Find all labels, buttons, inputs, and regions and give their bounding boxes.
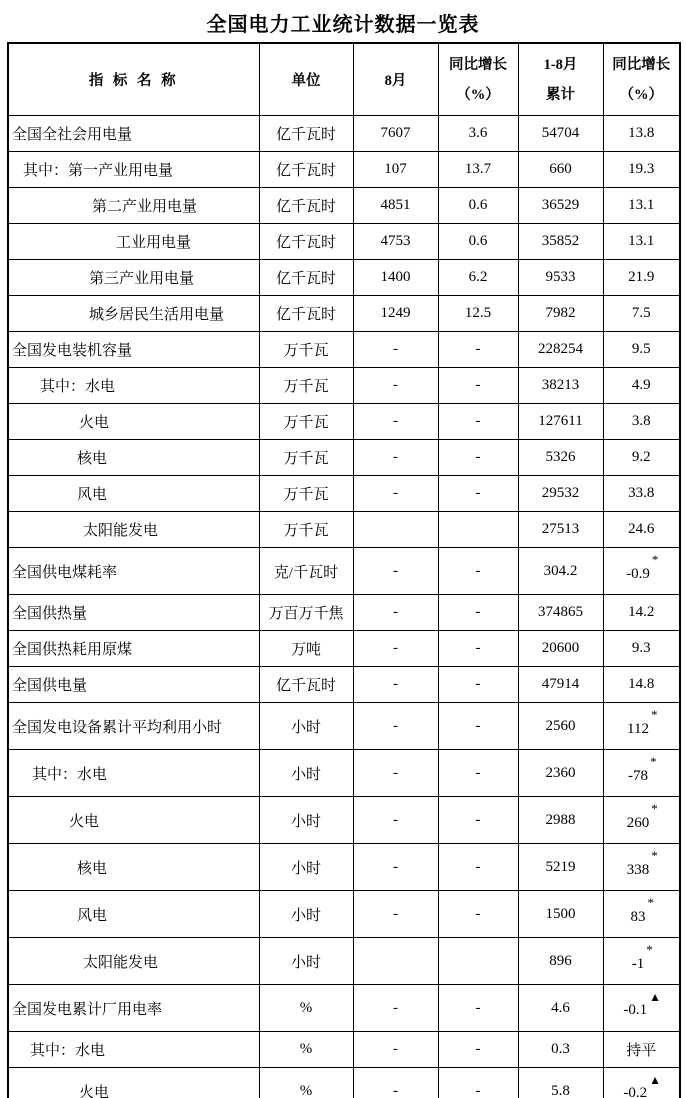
indicator-name-cell: 全国发电设备累计平均利用小时 xyxy=(8,703,259,750)
aug-yoy-cell: - xyxy=(438,985,518,1032)
asterisk-marker: * xyxy=(650,753,657,769)
aug-value-cell: - xyxy=(353,595,438,631)
cum-yoy-value: 13.8 xyxy=(628,125,655,141)
unit-cell: 亿千瓦时 xyxy=(259,260,353,296)
aug-yoy-cell xyxy=(438,512,518,548)
cum-yoy-cell xyxy=(603,891,680,938)
cum-yoy-cell xyxy=(603,703,680,750)
unit-cell: % xyxy=(259,985,353,1032)
cum-yoy-value: -0.1 xyxy=(623,1002,648,1018)
cum-yoy-cell xyxy=(603,631,680,667)
asterisk-marker: * xyxy=(646,941,653,957)
aug-yoy-cell: - xyxy=(438,750,518,797)
indicator-name-cell: 城乡居民生活用电量 xyxy=(8,296,259,332)
aug-value-cell: - xyxy=(353,891,438,938)
indicator-name-cell: 第三产业用电量 xyxy=(8,260,259,296)
cum-yoy-cell xyxy=(603,1032,680,1068)
aug-value-cell: 4851 xyxy=(353,188,438,224)
header-august: 8月 xyxy=(353,43,438,116)
cum-yoy-value: -78 xyxy=(628,767,648,784)
indicator-name-cell: 全国供电煤耗率 xyxy=(8,548,259,595)
aug-yoy-cell: - xyxy=(438,476,518,512)
cum-yoy-cell xyxy=(603,844,680,891)
table-row xyxy=(8,476,680,512)
unit-cell: 亿千瓦时 xyxy=(259,667,353,703)
cum-value-cell: 2988 xyxy=(518,797,603,844)
cum-value-cell: 304.2 xyxy=(518,548,603,595)
unit-cell: 小时 xyxy=(259,750,353,797)
unit-cell: 万千瓦 xyxy=(259,368,353,404)
aug-value-cell xyxy=(353,512,438,548)
cum-yoy-cell xyxy=(603,1068,680,1098)
unit-cell: 亿千瓦时 xyxy=(259,116,353,152)
cum-yoy-value: 7.5 xyxy=(631,305,651,321)
cum-yoy-value: 9.3 xyxy=(631,640,651,656)
cum-value-cell: 5219 xyxy=(518,844,603,891)
cum-value-cell: 374865 xyxy=(518,595,603,631)
aug-yoy-cell: 3.6 xyxy=(438,116,518,152)
indicator-name-cell: 其中：第一产业用电量 xyxy=(8,152,259,188)
cum-yoy-value: 9.5 xyxy=(631,341,651,357)
header-unit: 单位 xyxy=(259,43,353,116)
unit-cell: % xyxy=(259,1068,353,1098)
cum-value-cell: 0.3 xyxy=(518,1032,603,1068)
aug-yoy-cell: - xyxy=(438,368,518,404)
table-row xyxy=(8,332,680,368)
unit-cell: 万千瓦 xyxy=(259,512,353,548)
cum-yoy-cell xyxy=(603,152,680,188)
aug-yoy-cell: 12.5 xyxy=(438,296,518,332)
indicator-name-cell: 其中：水电 xyxy=(8,1032,259,1068)
aug-value-cell: - xyxy=(353,844,438,891)
aug-yoy-cell: 13.7 xyxy=(438,152,518,188)
indicator-name-cell: 全国发电累计厂用电率 xyxy=(8,985,259,1032)
stats-table xyxy=(7,42,681,1098)
cum-yoy-value: -0.2 xyxy=(623,1085,648,1098)
aug-yoy-cell: - xyxy=(438,703,518,750)
aug-yoy-cell: - xyxy=(438,548,518,595)
unit-cell: 小时 xyxy=(259,797,353,844)
aug-value-cell: 7607 xyxy=(353,116,438,152)
cum-value-cell: 4.6 xyxy=(518,985,603,1032)
indicator-name-cell: 核电 xyxy=(8,844,259,891)
cum-value-cell: 1500 xyxy=(518,891,603,938)
aug-yoy-cell: 6.2 xyxy=(438,260,518,296)
aug-yoy-cell: - xyxy=(438,440,518,476)
asterisk-marker: * xyxy=(647,894,654,910)
header-yoy-cumulative: 同比增长 （%） xyxy=(603,43,680,116)
cum-yoy-value: -1 xyxy=(631,955,645,972)
indicator-name-cell: 核电 xyxy=(8,440,259,476)
aug-value-cell: - xyxy=(353,631,438,667)
table-header xyxy=(8,43,680,116)
aug-value-cell: 4753 xyxy=(353,224,438,260)
indicator-name-cell: 全国全社会用电量 xyxy=(8,116,259,152)
cum-yoy-value: 19.3 xyxy=(628,161,655,177)
cum-yoy-value: 83 xyxy=(630,908,646,925)
aug-yoy-cell: 0.6 xyxy=(438,224,518,260)
unit-cell: 万千瓦 xyxy=(259,404,353,440)
page-title: 全国电力工业统计数据一览表 xyxy=(206,14,480,36)
cum-yoy-value: 14.2 xyxy=(628,604,655,620)
cum-yoy-value: 13.1 xyxy=(628,233,655,249)
aug-value-cell: - xyxy=(353,476,438,512)
table-row xyxy=(8,891,680,938)
indicator-name-cell: 风电 xyxy=(8,476,259,512)
unit-cell: 小时 xyxy=(259,938,353,985)
aug-yoy-cell: - xyxy=(438,844,518,891)
cum-value-cell: 127611 xyxy=(518,404,603,440)
indicator-name-cell: 全国供电量 xyxy=(8,667,259,703)
asterisk-marker: * xyxy=(651,847,658,863)
aug-yoy-cell: - xyxy=(438,797,518,844)
indicator-name-cell: 火电 xyxy=(8,1068,259,1098)
cum-yoy-value: 14.8 xyxy=(628,676,655,692)
cum-value-cell: 7982 xyxy=(518,296,603,332)
cum-value-cell: 20600 xyxy=(518,631,603,667)
aug-yoy-cell: - xyxy=(438,595,518,631)
cum-yoy-value: -0.9 xyxy=(626,565,650,582)
cum-yoy-value: 9.2 xyxy=(631,449,651,465)
triangle-marker: ▲ xyxy=(649,1073,662,1087)
indicator-name-cell: 风电 xyxy=(8,891,259,938)
table-row xyxy=(8,512,680,548)
cum-yoy-value: 3.8 xyxy=(631,413,651,429)
aug-value-cell: - xyxy=(353,404,438,440)
cum-value-cell: 27513 xyxy=(518,512,603,548)
aug-yoy-cell xyxy=(438,938,518,985)
cum-value-cell: 5.8 xyxy=(518,1068,603,1098)
indicator-name-cell: 火电 xyxy=(8,404,259,440)
triangle-marker: ▲ xyxy=(649,990,662,1004)
cum-value-cell: 38213 xyxy=(518,368,603,404)
table-row xyxy=(8,631,680,667)
aug-yoy-cell: - xyxy=(438,332,518,368)
indicator-name-cell: 火电 xyxy=(8,797,259,844)
unit-cell: 亿千瓦时 xyxy=(259,296,353,332)
cum-yoy-cell xyxy=(603,404,680,440)
cum-yoy-cell xyxy=(603,750,680,797)
aug-value-cell: - xyxy=(353,1032,438,1068)
aug-yoy-cell: - xyxy=(438,667,518,703)
table-row xyxy=(8,938,680,985)
aug-yoy-cell: - xyxy=(438,891,518,938)
indicator-name-cell: 太阳能发电 xyxy=(8,938,259,985)
cum-yoy-value: 24.6 xyxy=(628,521,655,537)
unit-cell: 万千瓦 xyxy=(259,440,353,476)
table-row xyxy=(8,368,680,404)
indicator-name-cell: 第二产业用电量 xyxy=(8,188,259,224)
cum-yoy-value: 260 xyxy=(626,814,650,831)
unit-cell: 小时 xyxy=(259,891,353,938)
cum-yoy-cell xyxy=(603,667,680,703)
aug-value-cell: - xyxy=(353,667,438,703)
indicator-name-cell: 全国发电装机容量 xyxy=(8,332,259,368)
cum-yoy-cell xyxy=(603,224,680,260)
aug-value-cell: - xyxy=(353,797,438,844)
asterisk-marker: * xyxy=(651,800,658,816)
unit-cell: 万千瓦 xyxy=(259,332,353,368)
unit-cell: 万百万千焦 xyxy=(259,595,353,631)
cum-value-cell: 2360 xyxy=(518,750,603,797)
aug-yoy-cell: - xyxy=(438,1032,518,1068)
asterisk-marker: * xyxy=(650,706,658,722)
table-row xyxy=(8,440,680,476)
indicator-name-cell: 全国供热耗用原煤 xyxy=(8,631,259,667)
table-row xyxy=(8,224,680,260)
cum-value-cell: 5326 xyxy=(518,440,603,476)
header-cumulative: 1-8月 累计 xyxy=(518,43,603,116)
cum-yoy-value: 13.1 xyxy=(628,197,655,213)
unit-cell: 亿千瓦时 xyxy=(259,188,353,224)
indicator-name-cell: 太阳能发电 xyxy=(8,512,259,548)
aug-value-cell: 107 xyxy=(353,152,438,188)
table-row xyxy=(8,750,680,797)
table-row xyxy=(8,260,680,296)
aug-value-cell: 1249 xyxy=(353,296,438,332)
aug-value-cell: - xyxy=(353,750,438,797)
aug-value-cell: 1400 xyxy=(353,260,438,296)
indicator-name-cell: 其中：水电 xyxy=(8,368,259,404)
cum-yoy-value: 112 xyxy=(627,720,649,737)
aug-value-cell: - xyxy=(353,1068,438,1098)
cum-value-cell: 896 xyxy=(518,938,603,985)
cum-yoy-cell xyxy=(603,548,680,595)
cum-yoy-cell xyxy=(603,332,680,368)
header-indicator: 指 标 名 称 xyxy=(8,43,259,116)
aug-value-cell: - xyxy=(353,985,438,1032)
table-row xyxy=(8,595,680,631)
table-row xyxy=(8,188,680,224)
cum-value-cell: 36529 xyxy=(518,188,603,224)
cum-value-cell: 9533 xyxy=(518,260,603,296)
unit-cell: 小时 xyxy=(259,844,353,891)
unit-cell: 克/千瓦时 xyxy=(259,548,353,595)
cum-yoy-cell xyxy=(603,512,680,548)
table-row xyxy=(8,985,680,1032)
cum-yoy-cell xyxy=(603,116,680,152)
table-row xyxy=(8,296,680,332)
unit-cell: 万吨 xyxy=(259,631,353,667)
indicator-name-cell: 全国供热量 xyxy=(8,595,259,631)
indicator-name-cell: 工业用电量 xyxy=(8,224,259,260)
cum-yoy-value: 338 xyxy=(626,861,650,878)
cum-yoy-cell xyxy=(603,985,680,1032)
cum-yoy-cell xyxy=(603,188,680,224)
table-row xyxy=(8,1068,680,1098)
cum-yoy-value: 21.9 xyxy=(628,269,655,285)
aug-value-cell: - xyxy=(353,332,438,368)
cum-yoy-value: 4.9 xyxy=(631,377,651,393)
asterisk-marker: * xyxy=(651,551,659,567)
table-row xyxy=(8,548,680,595)
table-row xyxy=(8,703,680,750)
cum-value-cell: 35852 xyxy=(518,224,603,260)
cum-yoy-cell xyxy=(603,260,680,296)
aug-value-cell: - xyxy=(353,368,438,404)
cum-yoy-cell xyxy=(603,440,680,476)
cum-yoy-value: 持平 xyxy=(626,1043,657,1059)
unit-cell: % xyxy=(259,1032,353,1068)
table-row xyxy=(8,797,680,844)
cum-value-cell: 29532 xyxy=(518,476,603,512)
header-yoy-august: 同比增长 （%） xyxy=(438,43,518,116)
cum-yoy-cell xyxy=(603,595,680,631)
cum-value-cell: 228254 xyxy=(518,332,603,368)
unit-cell: 万千瓦 xyxy=(259,476,353,512)
cum-value-cell: 54704 xyxy=(518,116,603,152)
aug-yoy-cell: - xyxy=(438,1068,518,1098)
table-row xyxy=(8,404,680,440)
table-row xyxy=(8,667,680,703)
aug-yoy-cell: 0.6 xyxy=(438,188,518,224)
unit-cell: 小时 xyxy=(259,703,353,750)
table-row xyxy=(8,844,680,891)
cum-yoy-cell xyxy=(603,797,680,844)
cum-yoy-cell xyxy=(603,296,680,332)
aug-yoy-cell: - xyxy=(438,631,518,667)
cum-yoy-cell xyxy=(603,476,680,512)
aug-value-cell xyxy=(353,938,438,985)
cum-yoy-cell xyxy=(603,368,680,404)
cum-value-cell: 2560 xyxy=(518,703,603,750)
aug-yoy-cell: - xyxy=(438,404,518,440)
table-row xyxy=(8,1032,680,1068)
table-row xyxy=(8,116,680,152)
unit-cell: 亿千瓦时 xyxy=(259,152,353,188)
cum-value-cell: 47914 xyxy=(518,667,603,703)
aug-value-cell: - xyxy=(353,440,438,476)
aug-value-cell: - xyxy=(353,703,438,750)
cum-yoy-value: 33.8 xyxy=(628,485,655,501)
unit-cell: 亿千瓦时 xyxy=(259,224,353,260)
cum-yoy-cell xyxy=(603,938,680,985)
cum-value-cell: 660 xyxy=(518,152,603,188)
table-body xyxy=(8,116,680,1098)
aug-value-cell: - xyxy=(353,548,438,595)
indicator-name-cell: 其中：水电 xyxy=(8,750,259,797)
table-row xyxy=(8,152,680,188)
